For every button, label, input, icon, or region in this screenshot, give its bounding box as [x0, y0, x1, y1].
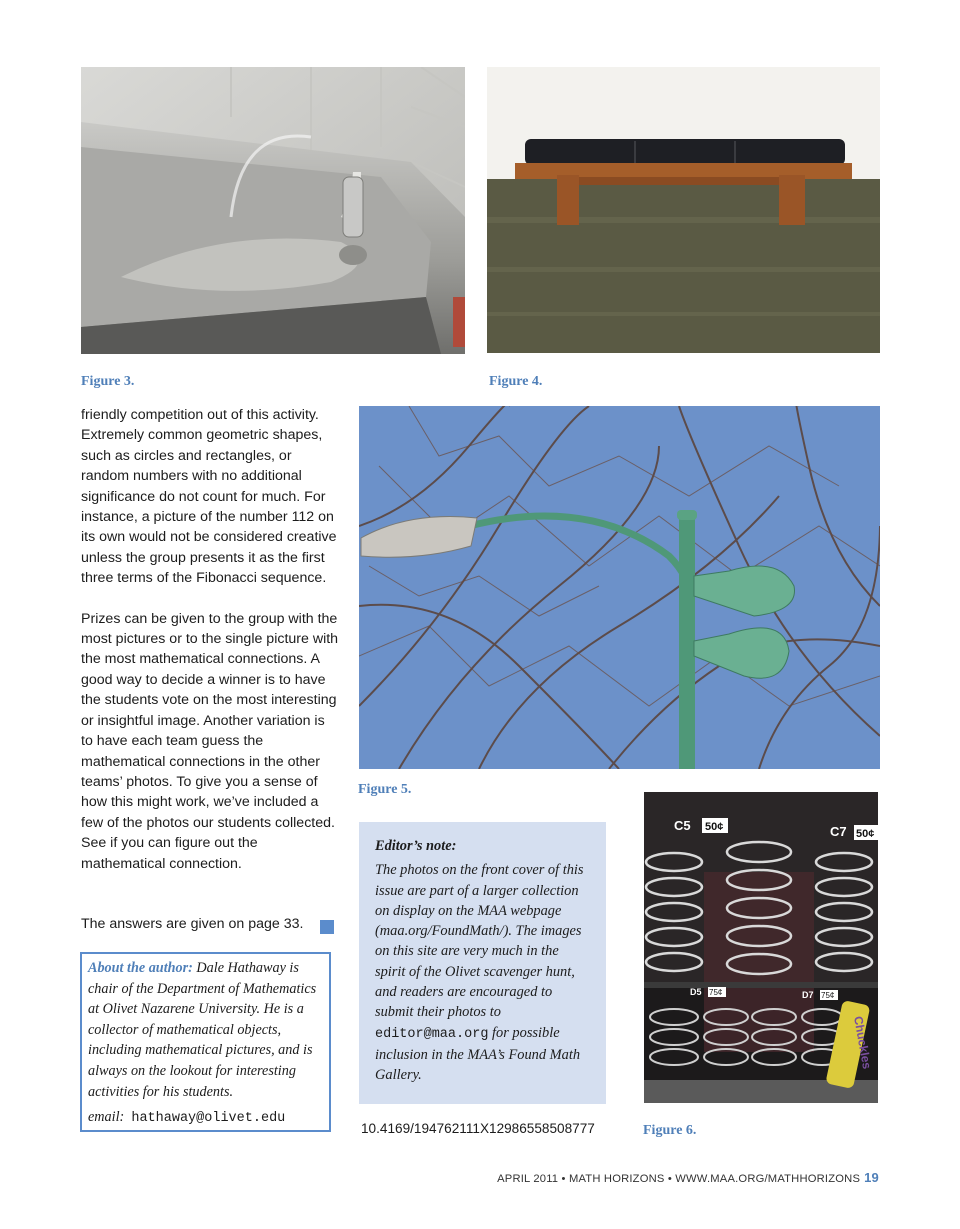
footer-text: APRIL 2011 • MATH HORIZONS • WWW.MAA.ORG/MATHHORIZONS	[497, 1173, 861, 1185]
author-bio	[88, 958, 323, 1102]
author-lead: About the author:	[88, 960, 193, 976]
figure-6-photo	[644, 792, 878, 1103]
paragraph-2: Prizes can be given to the group with the most pictures or to the single picture with the most mathematical connections. A good way to decide a winner is to have the students vote on the most interesting or insightful image. Another variation is to have each team guess the mathematical connections in the other teams’ photos. To give you a sense of how this might work, we’ve included a few of the photos our students collected. See if you can figure out the mathematical connection.	[81, 610, 339, 872]
figure-5-photo	[359, 406, 880, 769]
figure-3-photo	[81, 67, 465, 354]
end-of-article-mark	[320, 920, 334, 934]
slot-label-d7: D7	[802, 990, 814, 1000]
author-email-link[interactable]: hathaway@olivet.edu	[131, 1111, 286, 1127]
author-bio-text: Dale Hathaway is chair of the Department of Mathematics at Olivet Nazarene University. He is a collector of mathematical objects, including mathematical pictures, and is always on the lookout for interesting activities for his students.	[88, 960, 317, 1100]
article-body	[81, 405, 339, 874]
editors-note-body-end: for possible inclusion in the MAA’s Found Math Gallery.	[375, 1024, 581, 1084]
slot-price-d5: 75¢	[709, 988, 723, 997]
about-the-author-box	[80, 952, 331, 1132]
figure-6-caption: Figure 6.	[643, 1123, 697, 1138]
slot-label-d5: D5	[690, 987, 702, 997]
figure-5-caption: Figure 5.	[358, 782, 412, 797]
doi: 10.4169/194762111X12986558508777	[361, 1121, 595, 1136]
author-email-line	[88, 1107, 323, 1130]
candy-wrapper-text: Chuckles	[851, 1015, 875, 1071]
editors-note-box	[359, 822, 606, 1104]
slot-label-c5: C5	[674, 818, 691, 833]
slot-price-c7: 50¢	[856, 828, 875, 840]
editors-note-title: Editor’s note:	[375, 838, 457, 854]
figure-3-caption: Figure 3.	[81, 374, 135, 389]
editor-email-link[interactable]: editor@maa.org	[375, 1026, 489, 1042]
page-number: 19	[864, 1170, 879, 1185]
slot-price-d7: 75¢	[821, 991, 835, 1000]
slot-label-c7: C7	[830, 824, 847, 839]
figure-4-photo	[487, 67, 880, 353]
editors-note-text	[375, 860, 592, 1085]
editors-note-body: The photos on the front cover of this issue are part of a larger collection on display on the MAA webpage (maa.org/FoundMath/). The images on this site are very much in the spirit of the Olivet scavenger hunt, and readers are encouraged to submit their photos to	[375, 862, 584, 1021]
paragraph-1: friendly competition out of this activity. Extremely common geometric shapes, such as circles and rectangles, or random numbers with no additional significance do not count for much. For instance, a picture of the number 112 on its own would not be considered creative unless the group presents it as the first three terms of the Fibonacci sequence.	[81, 407, 337, 587]
answers-note: The answers are given on page 33.	[81, 916, 304, 932]
figure-4-caption: Figure 4.	[489, 374, 543, 389]
slot-price-c5: 50¢	[705, 821, 724, 833]
email-label: email:	[88, 1109, 125, 1126]
page-footer	[497, 1170, 879, 1185]
